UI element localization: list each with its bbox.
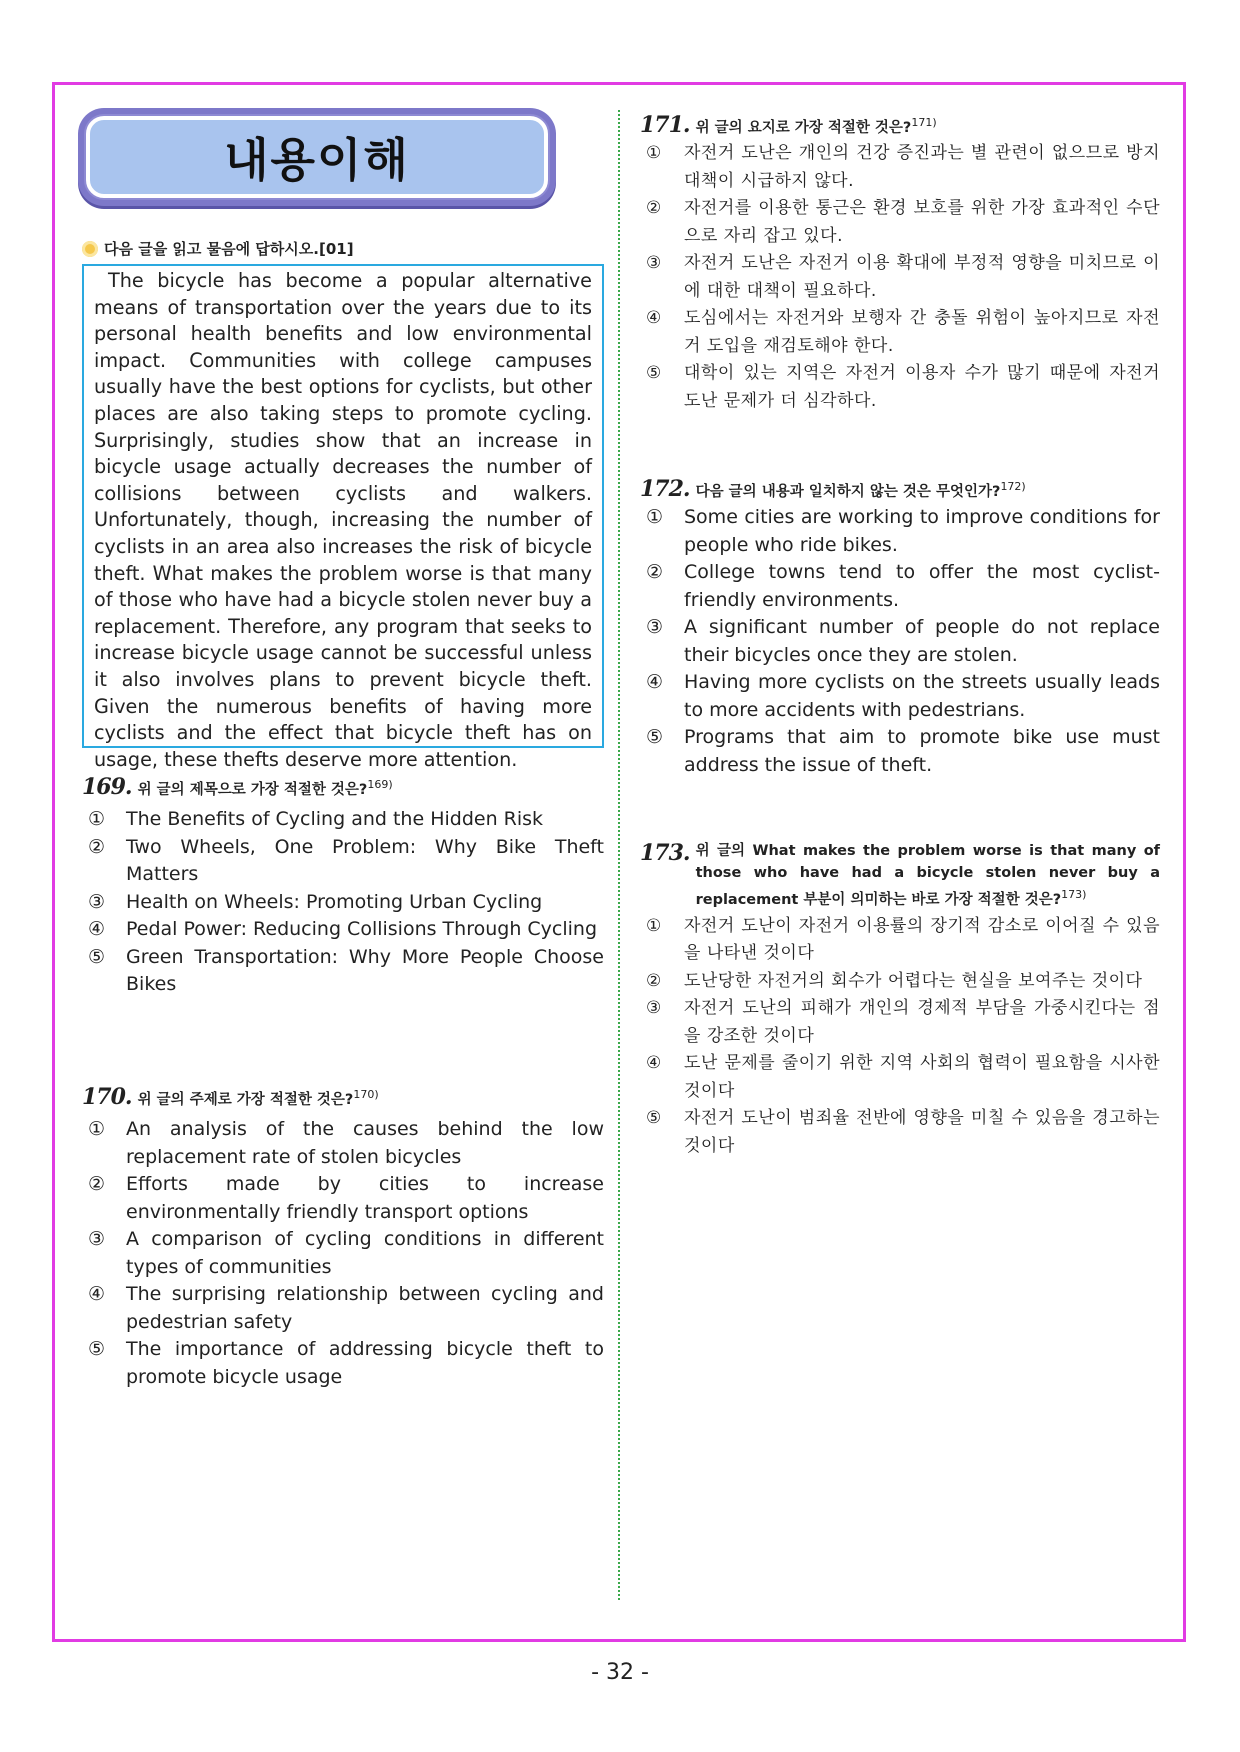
option-number: ③ (646, 616, 664, 638)
option-3[interactable] (640, 995, 1160, 1050)
option-2[interactable] (82, 834, 604, 889)
reading-passage: The bicycle has become a popular alternative means of transportation over the years due to its personal health benefits and low environmental impact. Communities with college campuses usually have the best options for cyclists, but other places are also taking steps to promote cycling. Surprisingly, studies show that an increase in bicycle usage actually decreases the number of collisions between cyclists and walkers. Unfortunately, though, increasing the number of cyclists in an area also increases the risk of bicycle theft. What makes the problem worse is that many of those who have had a bicycle stolen never buy a replacement. Therefore, any program that seeks to increase bicycle usage cannot be successful unless it also involves plans to prevent bicycle theft. Given the numerous benefits of having more cyclists and the effect that bicycle theft has on usage, these thefts deserve more attention. (82, 264, 604, 748)
question-number: 172. (640, 476, 690, 502)
question-header (640, 840, 1160, 911)
section-title-box (78, 108, 556, 206)
flower-icon (82, 241, 98, 257)
option-number: ④ (646, 308, 662, 328)
question-number: 169. (82, 774, 132, 800)
option-4[interactable] (640, 305, 1160, 360)
option-number: ③ (88, 1228, 106, 1250)
option-3[interactable] (82, 889, 604, 917)
option-number: ② (88, 1173, 106, 1195)
option-number: ① (646, 915, 662, 936)
option-number: ④ (88, 918, 106, 940)
option-1[interactable] (82, 806, 604, 834)
option-text: 자전거 도난의 피해가 개인의 경제적 부담을 가중시킨다는 점을 강조한 것이다 (684, 998, 1160, 1046)
option-5[interactable] (82, 944, 604, 999)
instruction (82, 238, 354, 259)
option-text: Health on Wheels: Promoting Urban Cycling (126, 890, 543, 913)
option-text: Having more cyclists on the streets usually leads to more accidents with pedestrians. (684, 671, 1160, 721)
option-text: Efforts made by cities to increase environmentally friendly transport options (126, 1173, 604, 1223)
option-text: Green Transportation: Why More People Choose Bikes (126, 945, 604, 995)
option-1[interactable] (640, 504, 1160, 559)
question-number: 170. (82, 1084, 132, 1110)
option-1[interactable] (640, 913, 1160, 968)
option-number: ⑤ (88, 945, 106, 968)
option-text: 도난당한 자전거의 회수가 어렵다는 현실을 보여주는 것이다 (684, 970, 1143, 991)
option-number: ⑤ (646, 363, 662, 383)
question-number: 173. (640, 840, 690, 866)
question-text (138, 778, 393, 799)
option-5[interactable] (640, 724, 1160, 779)
option-4[interactable] (640, 669, 1160, 724)
section-title: 내용이해 (224, 133, 410, 187)
option-3[interactable] (82, 1226, 604, 1281)
option-text: College towns tend to offer the most cyclist-friendly environments. (684, 561, 1160, 611)
option-text: 자전거 도난은 자전거 이용 확대에 부정적 영향을 미치므로 이에 대한 대책이 필요하다. (684, 253, 1160, 301)
option-1[interactable] (640, 140, 1160, 195)
question-171 (640, 112, 1160, 415)
option-text: 자전거를 이용한 통근은 환경 보호를 위한 가장 효과적인 수단으로 자리 잡고 있다. (684, 198, 1160, 246)
option-number: ⑤ (646, 726, 664, 748)
option-4[interactable] (82, 916, 604, 944)
question-text (696, 840, 1160, 911)
option-2[interactable] (640, 195, 1160, 250)
option-text: 자전거 도난이 자전거 이용률의 장기적 감소로 이어질 수 있음을 나타낸 것이다 (684, 915, 1160, 964)
option-number: ① (88, 808, 106, 830)
question-text (696, 116, 937, 137)
option-text: 자전거 도난이 범죄율 전반에 영향을 미칠 수 있음을 경고하는 것이다 (684, 1108, 1160, 1156)
option-number: ① (646, 143, 662, 163)
option-number: ③ (88, 890, 106, 913)
question-header (82, 774, 604, 800)
question-header (82, 1084, 604, 1110)
question-prompt: 위 글의 제목으로 가장 적절한 것은? (137, 782, 368, 798)
option-1[interactable] (82, 1116, 604, 1171)
question-prompt: 위 글의 주제로 가장 적절한 것은? (137, 1092, 354, 1108)
option-4[interactable] (640, 1050, 1160, 1105)
option-3[interactable] (640, 614, 1160, 669)
option-2[interactable] (640, 559, 1160, 614)
option-text: Some cities are working to improve conditions for people who ride bikes. (684, 506, 1160, 556)
option-number: ⑤ (88, 1338, 106, 1360)
question-text (138, 1088, 379, 1109)
option-5[interactable] (82, 1336, 604, 1391)
option-number: ④ (88, 1283, 106, 1305)
option-3[interactable] (640, 250, 1160, 305)
option-number: ⑤ (646, 1108, 662, 1129)
page-number: - 32 - (591, 1660, 649, 1685)
question-prompt: 다음 글의 내용과 일치하지 않는 것은 무엇인가? (695, 484, 1001, 500)
option-text: The importance of addressing bicycle theft to promote bicycle usage (126, 1338, 604, 1388)
option-text: An analysis of the causes behind the low replacement rate of stolen bicycles (126, 1118, 604, 1168)
question-header (640, 112, 1160, 138)
question-prompt: 위 글의 What makes the problem worse is that many of those who have had a bicycle stolen never buy a replacement 부분이 의미하는 바로 가장 적절한 것은? (695, 843, 1160, 908)
option-text: Pedal Power: Reducing Collisions Through Cycling (126, 918, 598, 940)
question-prompt: 위 글의 요지로 가장 적절한 것은? (695, 120, 912, 136)
option-number: ② (646, 970, 662, 991)
option-number: ② (646, 561, 664, 583)
option-2[interactable] (640, 968, 1160, 996)
question-header (640, 476, 1160, 502)
option-text: The Benefits of Cycling and the Hidden Risk (126, 808, 544, 830)
instruction-text: 다음 글을 읽고 물음에 답하시오.[01] (104, 240, 354, 258)
option-text: 대학이 있는 지역은 자전거 이용자 수가 많기 때문에 자전거 도난 문제가 더 심각하다. (684, 363, 1160, 411)
question-173 (640, 840, 1160, 1160)
title-inner (88, 118, 546, 196)
option-text: Programs that aim to promote bike use must address the issue of theft. (684, 726, 1160, 776)
question-172 (640, 476, 1160, 779)
option-number: ③ (646, 998, 662, 1019)
option-number: ② (88, 835, 106, 858)
footnote-ref: 173) (1061, 888, 1087, 901)
question-number: 171. (640, 112, 690, 138)
option-number: ④ (646, 1053, 662, 1074)
option-text: Two Wheels, One Problem: Why Bike Theft Matters (126, 835, 604, 885)
column-divider (618, 110, 620, 1600)
question-170 (82, 1084, 604, 1391)
footnote-ref: 172) (1000, 480, 1026, 494)
option-5[interactable] (640, 1105, 1160, 1160)
option-4[interactable] (82, 1281, 604, 1336)
question-169 (82, 774, 604, 999)
footnote-ref: 171) (911, 116, 937, 130)
option-text: A comparison of cycling conditions in different types of communities (126, 1228, 604, 1278)
option-text: A significant number of people do not replace their bicycles once they are stolen. (684, 616, 1160, 666)
option-text: 도심에서는 자전거와 보행자 간 충돌 위험이 높아지므로 자전거 도입을 재검토해야 한다. (684, 308, 1160, 356)
option-text: 도난 문제를 줄이기 위한 지역 사회의 협력이 필요함을 시사한 것이다 (684, 1053, 1160, 1101)
option-number: ① (646, 506, 664, 528)
option-5[interactable] (640, 360, 1160, 415)
question-text (696, 480, 1026, 501)
option-number: ④ (646, 671, 664, 693)
option-text: The surprising relationship between cycling and pedestrian safety (126, 1283, 604, 1333)
option-number: ① (88, 1118, 106, 1140)
footnote-ref: 169) (367, 778, 393, 792)
option-2[interactable] (82, 1171, 604, 1226)
option-number: ③ (646, 253, 662, 273)
option-text: 자전거 도난은 개인의 건강 증진과는 별 관련이 없으므로 방지 대책이 시급하지 않다. (684, 143, 1160, 191)
footnote-ref: 170) (353, 1088, 379, 1102)
option-number: ② (646, 198, 662, 218)
